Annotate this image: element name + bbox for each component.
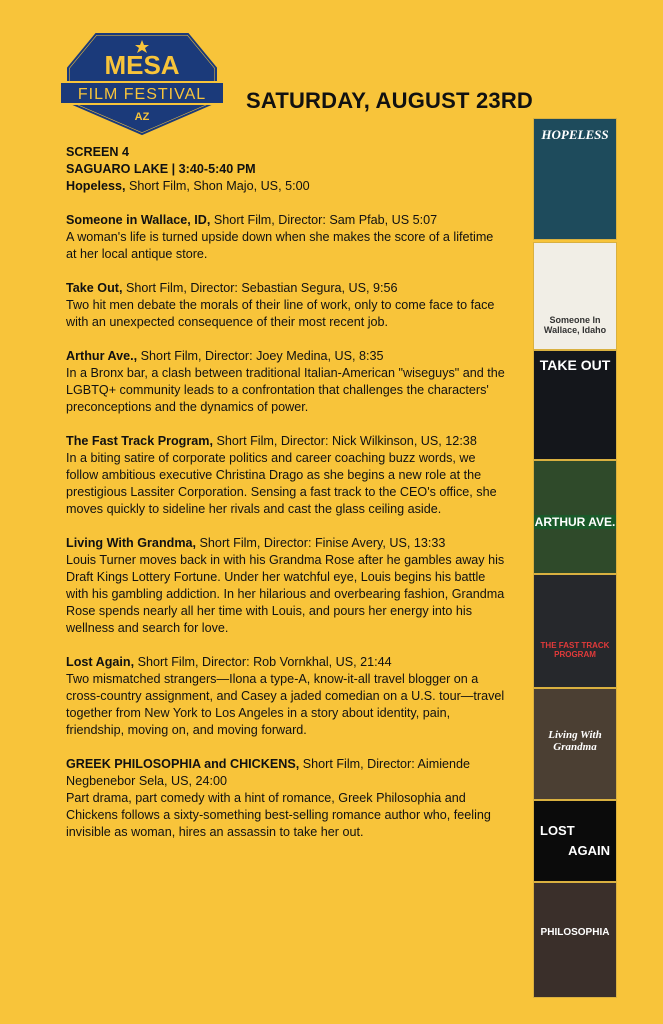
- film-title: Living With Grandma,: [66, 536, 197, 550]
- film-description: Part drama, part comedy with a hint of romance, Greek Philosophia and Chickens follows a sixty-something best-selling romance author who, feeling invisible as woman, hires an assassin to take her out.: [66, 791, 491, 839]
- film-description: In a Bronx bar, a clash between traditional Italian-American "wiseguys" and the LGBTQ+ community leads to a confrontation that challenges the characters' preconceptions and the dynamics of power.: [66, 366, 505, 414]
- film-entry: [66, 280, 506, 331]
- film-heading: [66, 212, 506, 229]
- movie-poster: [533, 460, 617, 574]
- logo-mesa: MESA: [104, 50, 180, 80]
- film-entry: [66, 178, 506, 195]
- poster-title: LOST: [540, 823, 575, 838]
- film-description: A woman's life is turned upside down when she makes the score of a lifetime at her local antique store.: [66, 230, 494, 261]
- date-heading: SATURDAY, AUGUST 23RD: [246, 88, 533, 113]
- movie-poster: [533, 800, 617, 882]
- film-meta: Short Film, Director: Nick Wilkinson, US, 12:38: [212, 434, 477, 448]
- film-entry: [66, 212, 506, 263]
- film-heading: [66, 535, 506, 552]
- film-meta: Short Film, Director: Joey Medina, US, 8:35: [137, 349, 384, 363]
- film-list: [66, 178, 506, 841]
- film-meta: Short Film, Director: Sam Pfab, US 5:07: [210, 213, 438, 227]
- logo-film-festival: FILM FESTIVAL: [77, 86, 207, 103]
- film-title: GREEK PHILOSOPHIA and CHICKENS,: [66, 757, 300, 771]
- film-entry: [66, 654, 506, 739]
- movie-poster: [533, 882, 617, 998]
- poster-title: AGAIN: [568, 843, 610, 858]
- film-entry: [66, 433, 506, 518]
- film-entry: [66, 756, 506, 841]
- poster-title: HOPELESS: [541, 127, 609, 142]
- film-entry: [66, 348, 506, 416]
- poster-title: Someone In Wallace, Idaho: [543, 315, 607, 335]
- poster-title: PHILOSOPHIA: [540, 927, 610, 938]
- film-title: Arthur Ave.,: [66, 349, 138, 363]
- film-title: Someone in Wallace, ID,: [66, 213, 211, 227]
- screening-list: [66, 144, 506, 841]
- poster-title: ARTHUR AVE.: [534, 515, 616, 529]
- film-meta: Short Film, Director: Sebastian Segura, US, 9:56: [122, 281, 398, 295]
- poster-title: Living With Grandma: [548, 729, 602, 753]
- venue-time: SAGUARO LAKE | 3:40-5:40 PM: [66, 162, 256, 176]
- movie-poster: [533, 574, 617, 688]
- festival-logo: [56, 28, 228, 138]
- poster-title: TAKE OUT: [539, 357, 611, 373]
- movie-poster: [533, 350, 617, 460]
- movie-poster: [533, 242, 617, 350]
- film-heading: [66, 280, 506, 297]
- screen-label: SCREEN 4: [66, 145, 129, 159]
- film-title: Take Out,: [66, 281, 123, 295]
- poster-title: THE FAST TRACK PROGRAM: [540, 641, 610, 659]
- film-heading: [66, 348, 506, 365]
- film-heading: [66, 178, 506, 195]
- film-meta: Short Film, Director: Aimiende Negbenebor Sela, US, 24:00: [66, 757, 471, 788]
- film-description: Two mismatched strangers—Ilona a type-A, know-it-all travel blogger on a cross-country assignment, and Casey a jaded comedian on a U.S. tour—travel together from New York to Los Angeles in a story about identity, pain, friendship, moving on, and moving forward.: [66, 672, 505, 737]
- film-meta: Short Film, Shon Majo, US, 5:00: [125, 179, 310, 193]
- film-meta: Short Film, Director: Finise Avery, US, 13:33: [196, 536, 446, 550]
- film-heading: [66, 756, 506, 790]
- film-title: The Fast Track Program,: [66, 434, 213, 448]
- movie-poster: [533, 688, 617, 800]
- film-entry: [66, 535, 506, 637]
- film-heading: [66, 433, 506, 450]
- film-meta: Short Film, Director: Rob Vornkhal, US, 21:44: [134, 655, 392, 669]
- film-title: Hopeless,: [66, 179, 126, 193]
- movie-poster: [533, 118, 617, 240]
- film-description: Louis Turner moves back in with his Grandma Rose after he gambles away his Draft Kings Lottery Fortune. Under her watchful eye, Louis begins his battle with his gambling addiction. In her hilarious and overbearing fashion, Grandma Rose spends nearly all her time with Louis, and pours her energy into his wellness and search for love.: [66, 553, 505, 635]
- film-heading: [66, 654, 506, 671]
- film-title: Lost Again,: [66, 655, 135, 669]
- logo-az: AZ: [134, 111, 150, 123]
- film-description: Two hit men debate the morals of their line of work, only to come face to face with an unexpected consequence of their most recent job.: [66, 298, 495, 329]
- film-description: In a biting satire of corporate politics and career coaching buzz words, we follow ambitious executive Christina Drago as she begins a new role at the prestigious Lassiter Corporation. Sensing a fast track to the CEO's office, she moves quickly to sideline her rivals and cast the glass ceiling aside.: [66, 451, 497, 516]
